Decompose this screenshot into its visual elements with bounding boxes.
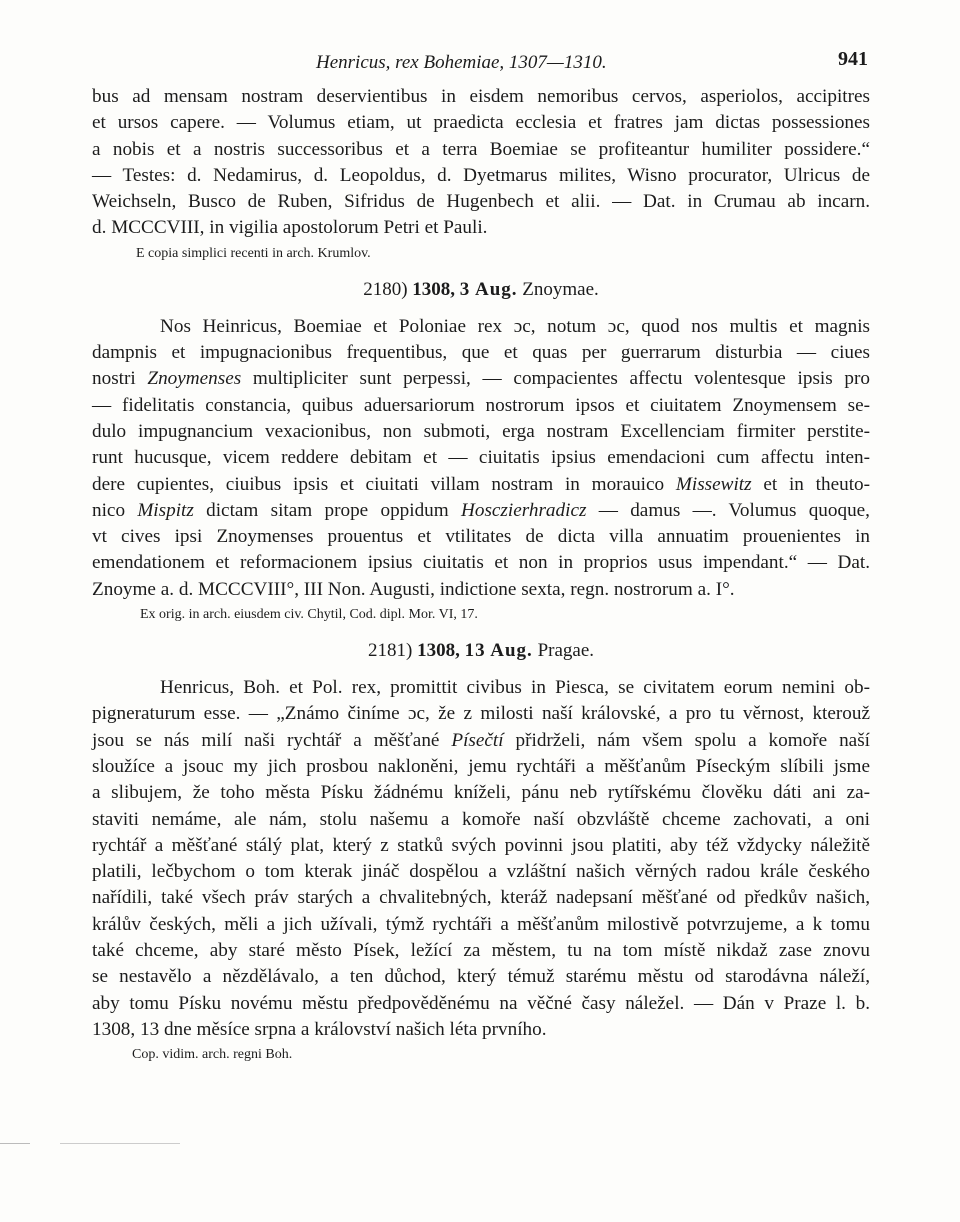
text-segment: přidrželi, nám všem spolu a komoře naší <box>503 729 870 751</box>
text-segment: dampnis et impugnacionibus frequentibus, que et quas per guerrarum disturbia — ciues <box>92 342 870 364</box>
text-line <box>92 366 870 392</box>
text-segment: vt cives ipsi Znoymenses prouentus et vtilitates de dicta villa annuatim prouenientes in <box>92 526 870 548</box>
document-number: 2181) <box>367 640 413 662</box>
text-segment: 1308, 13 dne měsíce srpna a království našich léta prvního. <box>92 1018 547 1040</box>
text-line <box>92 419 870 445</box>
document-place: Znoymae. <box>522 278 599 300</box>
text-segment: králův českých, měli a jich užívali, týmž rychtáři a měšťanům milostivě potvrzujeme, a k tomu <box>92 913 870 935</box>
page-number: 941 <box>838 48 868 70</box>
text-line <box>92 991 870 1017</box>
text-line: Weichseln, Busco de Ruben, Sifridus de Hugenbech et alii. — Dat. in Crumau ab incarn. <box>92 191 870 213</box>
source-note-2180: Ex orig. in arch. eiusdem civ. Chytil, Cod. dipl. Mor. VI, 17. <box>140 607 478 623</box>
text-line <box>92 1017 870 1043</box>
text-line <box>92 964 870 990</box>
text-segment: — fidelitatis constancia, quibus aduersariorum nostrorum ipsos et ciuitatem Znoymensem se- <box>92 394 870 416</box>
text-segment: emendationem et reformacionem ipsius ciuitatis et non in proprios usus impendant.“ — Dat. <box>92 552 870 574</box>
document-text-2181 <box>92 675 870 1043</box>
text-line <box>92 340 870 366</box>
text-line <box>92 498 870 524</box>
italic-place-name: Missewitz <box>675 473 752 495</box>
italic-place-name: Znoymenses <box>147 368 242 390</box>
text-segment: runt hucusque, vicem reddere debitam et — ciuitatis ipsius emendacioni cum affectu inten- <box>92 447 870 469</box>
text-line <box>92 728 870 754</box>
document-heading-2180 <box>92 278 870 302</box>
text-segment: Znoyme a. d. MCCCVIII°, III Non. Augusti, indictione sexta, regn. nostrorum a. I°. <box>92 578 735 600</box>
text-segment: platili, lečbychom o tom kterak jináč dospělou a vzláštní našich věrných radou krále českého <box>92 861 870 883</box>
source-note-continuation: E copia simplici recenti in arch. Krumlov. <box>136 245 371 261</box>
document-number: 2180) <box>363 278 408 300</box>
footer-rule <box>0 1143 960 1144</box>
text-line <box>92 754 870 780</box>
text-segment: dere cupientes, ciuibus ipsis et ciuitati villam nostram in morauico <box>92 473 676 495</box>
running-title: Henricus, rex Bohemiae, 1307—1310. <box>316 52 607 73</box>
text-segment: multipliciter sunt perpessi, — compacientes affectu volentesque ipsis pro <box>241 368 870 390</box>
text-segment: nico <box>92 499 138 521</box>
text-segment: Henricus, Boh. et Pol. rex, promittit civibus in Piesca, se civitatem eorum nemini ob- <box>160 677 870 699</box>
text-line <box>92 780 870 806</box>
text-line <box>92 577 870 603</box>
text-segment: Nos Heinricus, Boemiae et Poloniae rex ɔc, notum ɔc, quod nos multis et magnis <box>160 315 870 337</box>
text-segment: staviti nemáme, ale nám, stolu našemu a komoře naší obzvláště chceme zachovati, a oni <box>92 808 870 830</box>
text-segment: pigneraturum esse. — „Známo činíme ɔc, že z milosti naší královské, a pro tu věrnost, kterouž <box>92 703 870 725</box>
document-date: 3 Aug. <box>459 278 518 300</box>
source-note-2181: Cop. vidim. arch. regni Boh. <box>132 1047 293 1063</box>
text-segment: a slibujem, že toho města Písku žádnému kníželi, pánu neb rytířskému člověku dáti ani za- <box>92 782 870 804</box>
text-segment: et in theuto- <box>751 473 871 495</box>
text-line <box>92 524 870 550</box>
document-year: 1308, <box>412 278 456 300</box>
text-segment: se nestavělo a nězdělávalo, a ten důchod, který témuž starému městu od starodávna náleží, <box>92 966 870 988</box>
text-segment: také chceme, aby staré město Písek, ležící za městem, tu na tom místě nikdaž zase znovu <box>92 940 870 962</box>
text-segment: nostri <box>92 368 148 390</box>
text-line <box>92 675 870 701</box>
text-segment: jsou se nás milí naši rychtář a měšťané <box>92 729 452 751</box>
text-line <box>92 938 870 964</box>
page <box>92 44 870 1065</box>
text-line: — Testes: d. Nedamirus, d. Leopoldus, d. Dyetmarus milites, Wisno procurator, Ulricus de <box>92 164 870 186</box>
document-heading-2181 <box>92 639 870 663</box>
text-segment: — damus —. Volumus quoque, <box>586 499 870 521</box>
text-line <box>92 912 870 938</box>
text-line <box>92 445 870 471</box>
text-segment: nařídili, také všech práv starých a chvalitebných, kteráž nadepsaní měšťané od předkův našich, <box>92 887 870 909</box>
page-header <box>92 44 870 84</box>
document-text-2180 <box>92 314 870 603</box>
text-line <box>92 701 870 727</box>
text-line <box>92 859 870 885</box>
text-line <box>92 550 870 576</box>
text-line <box>92 807 870 833</box>
document-place: Pragae. <box>537 640 595 662</box>
italic-place-name: Písečtí <box>451 729 504 751</box>
text-line: a nobis et a nostris successoribus et a terra Boemiae se profiteantur humiliter possidere.“ <box>92 138 870 160</box>
continuation-paragraph <box>92 84 870 242</box>
text-line: et ursos capere. — Volumus etiam, ut praedicta ecclesia et fratres jam dictas possessiones <box>92 112 870 134</box>
document-year: 1308, <box>417 640 460 662</box>
text-line <box>92 314 870 340</box>
text-segment: aby tomu Písku novému městu předpověděnému na věčné časy náležel. — Dán v Praze l. b. <box>92 992 870 1014</box>
text-line: d. MCCCVIII, in vigilia apostolorum Petri et Pauli. <box>92 217 488 239</box>
text-line <box>92 393 870 419</box>
italic-place-name: Mispitz <box>137 499 194 521</box>
text-segment: dulo impugnancium vexacionibus, non submoti, erga nostram Excellenciam firmiter perstite- <box>92 420 870 442</box>
text-line <box>92 472 870 498</box>
text-segment: sloužíce a jsouc my jich prosbou nakloněni, jemu rychtáři a měšťanům Píseckým slíbili jsme <box>92 755 870 777</box>
document-date: 13 Aug. <box>464 640 533 662</box>
text-line: bus ad mensam nostram deservientibus in eisdem nemoribus cervos, asperiolos, accipitres <box>92 86 870 107</box>
text-line <box>92 885 870 911</box>
text-segment: rychtář a měšťané stálý plat, který z statků svých povinni jsou platiti, aby též vždycky náležitě <box>92 834 870 856</box>
text-line <box>92 833 870 859</box>
italic-place-name: Hosczierhradicz <box>461 499 587 521</box>
text-segment: dictam sitam prope oppidum <box>193 499 461 521</box>
